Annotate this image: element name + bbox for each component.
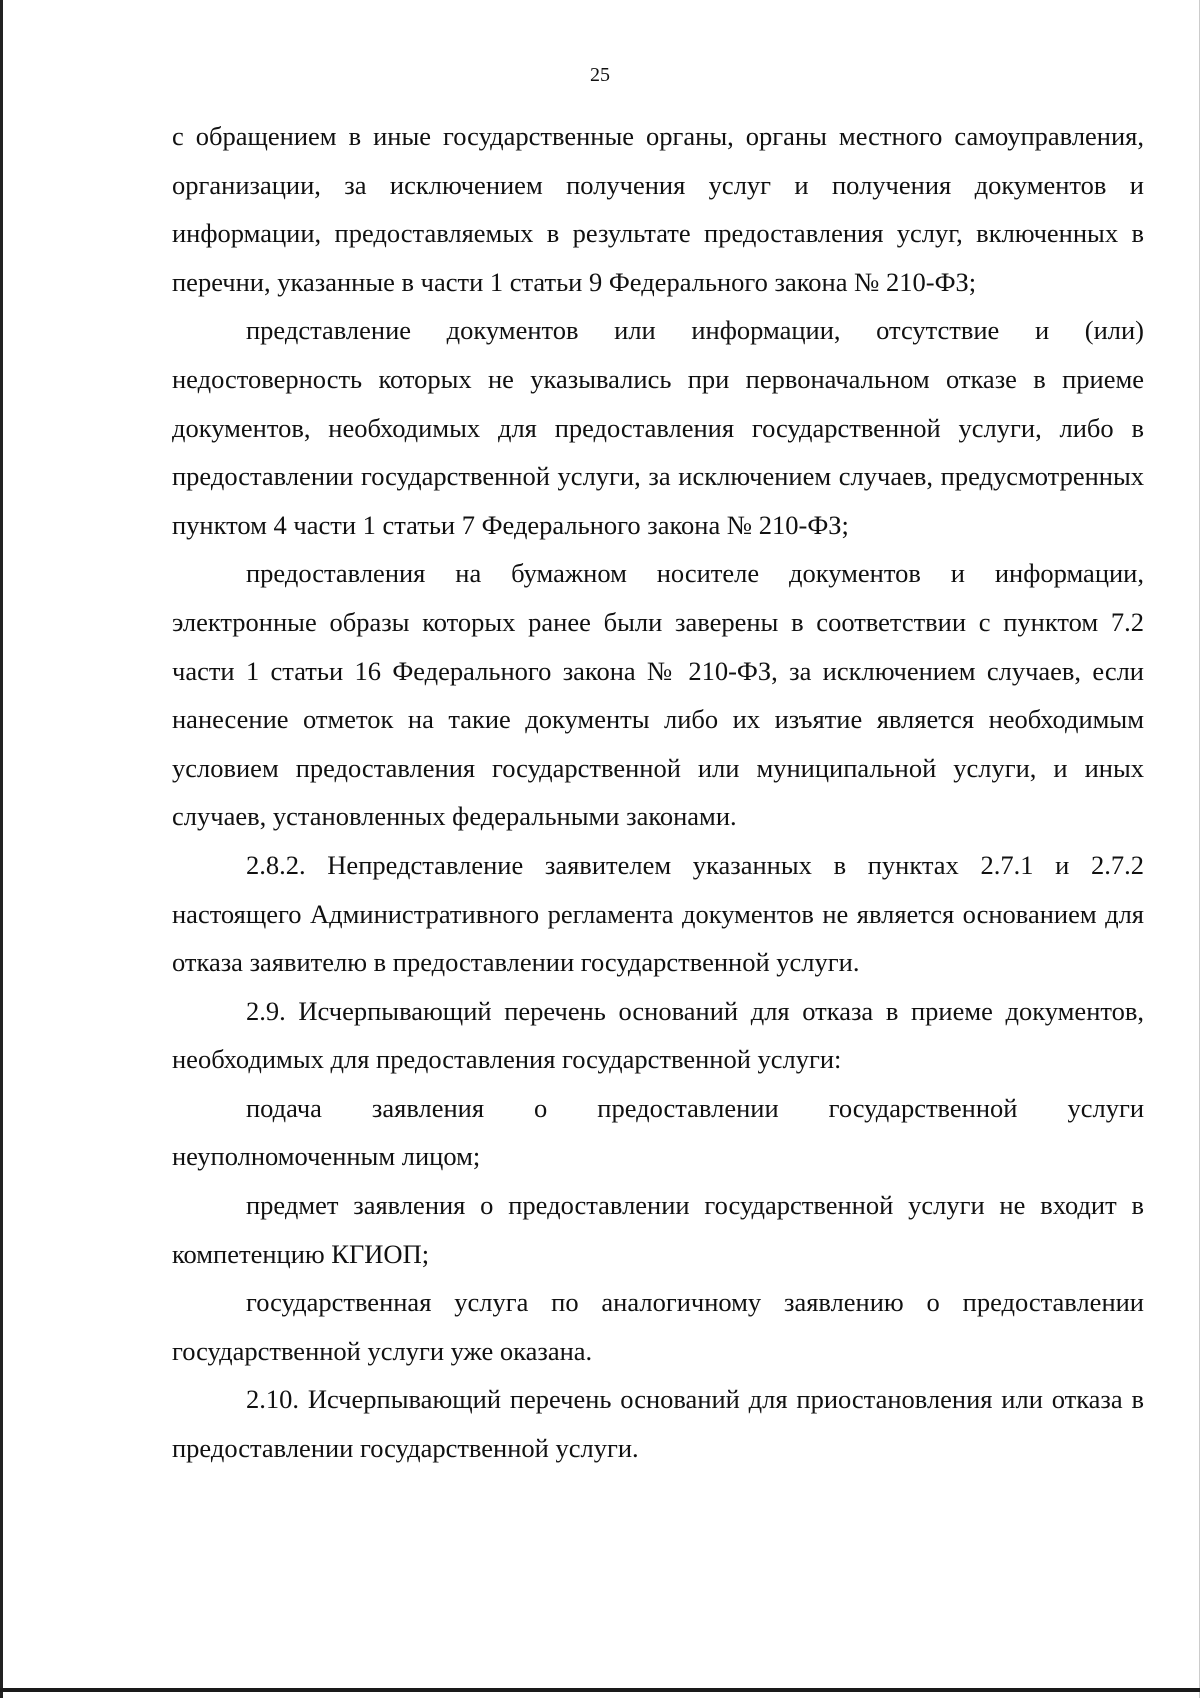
paragraph-1: с обращением в иные государственные органы, органы местного самоуправления, организации, за исключением получения услуг и получения документов и информации, предоставляемых в результате предоставления услуг, включенных в перечни, указанные в части 1 статьи 9 Федерального закона № 210-ФЗ; <box>172 121 1144 297</box>
scan-edge-left <box>0 0 3 1698</box>
paragraph-7: предмет заявления о предоставлении государственной услуги не входит в компетенцию КГИОП; <box>172 1190 1144 1269</box>
paragraph-5: 2.9. Исчерпывающий перечень оснований для отказа в приеме документов, необходимых для предоставления государственной услуги: <box>172 995 1144 1075</box>
document-body <box>172 112 1144 1473</box>
paragraph-8: государственная услуга по аналогичному заявлению о предоставлении государственной услуги уже оказана. <box>172 1287 1144 1366</box>
paragraph-9: 2.10. Исчерпывающий перечень оснований для приостановления или отказа в предоставлении государственной услуги. <box>172 1384 1144 1464</box>
page-number: 25 <box>590 64 610 86</box>
scan-edge-bottom <box>0 1688 1200 1692</box>
paragraph-3: предоставления на бумажном носителе документов и информации, электронные образы которых ранее были заверены в соответствии с пунктом 7.2 части 1 статьи 16 Федерального закона № 210-ФЗ, за исключением случаев, если нанесение отметок на такие документы либо их изъятие является необходимым условием предоставления государственной или муниципальной услуги, и иных случаев, установленных федеральными законами. <box>172 558 1144 832</box>
paragraph-2: представление документов или информации, отсутствие и (или) недостоверность которых не указывались при первоначальном отказе в приеме документов, необходимых для предоставления государственной услуги, либо в предоставлении государственной услуги, за исключением случаев, предусмотренных пунктом 4 части 1 статьи 7 Федерального закона № 210-ФЗ; <box>172 315 1144 540</box>
paragraph-4: 2.8.2. Непредставление заявителем указанных в пунктах 2.7.1 и 2.7.2 настоящего Административного регламента документов не является основанием для отказа заявителю в предоставлении государственной услуги. <box>172 849 1144 978</box>
paragraph-6: подача заявления о предоставлении государственной услуги неуполномоченным лицом; <box>172 1092 1144 1172</box>
